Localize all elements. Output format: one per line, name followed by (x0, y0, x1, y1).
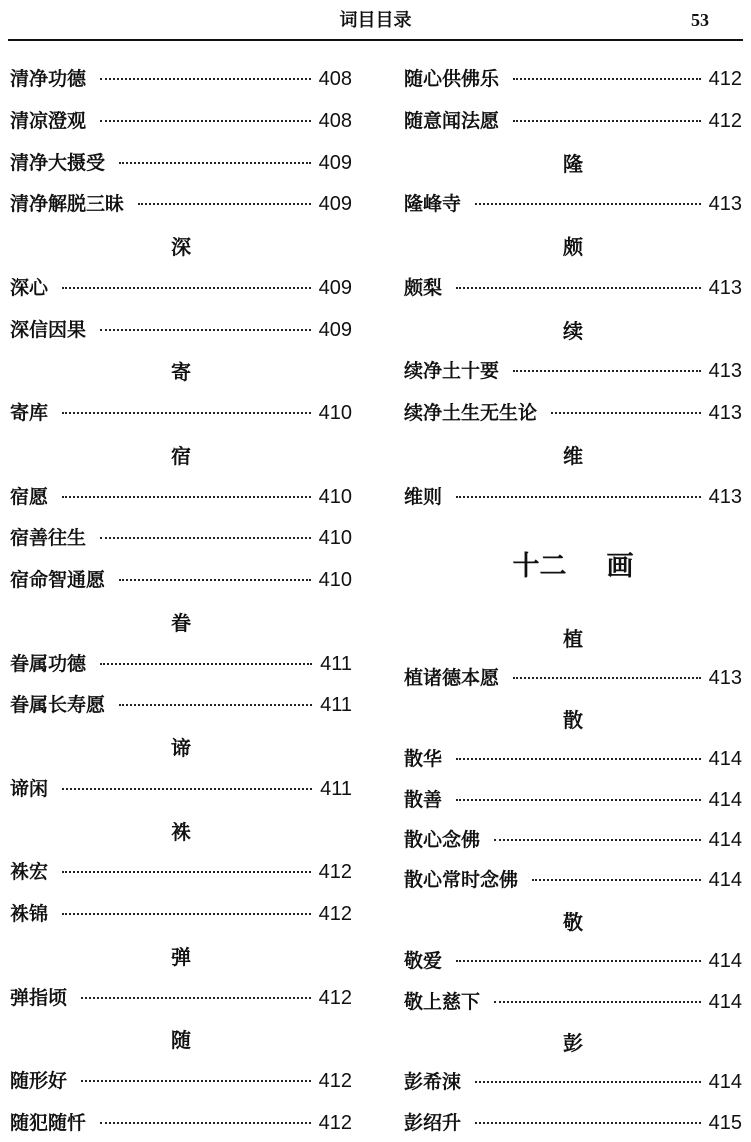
dot-leader (62, 871, 311, 873)
index-heading (10, 941, 352, 970)
entry-page-number: 414 (708, 869, 742, 892)
index-heading-char: 隆 (563, 151, 583, 176)
index-entry (10, 106, 352, 133)
index-entry (10, 649, 352, 676)
entry-page-number: 413 (708, 360, 742, 383)
index-entry (404, 663, 742, 690)
index-entry (10, 273, 352, 300)
dot-leader (513, 370, 701, 372)
index-entry (10, 64, 352, 91)
entry-page-number: 410 (318, 527, 352, 550)
index-entry (10, 565, 352, 592)
index-entry (10, 148, 352, 175)
entry-page-number: 412 (318, 986, 352, 1009)
index-heading-char: 寄 (171, 360, 191, 385)
entry-page-number: 413 (708, 485, 742, 508)
entry-term: 眷属长寿愿 (10, 694, 106, 717)
dot-leader (119, 579, 311, 581)
entry-page-number: 409 (318, 151, 352, 174)
entry-page-number: 414 (708, 950, 742, 973)
entry-page-number: 413 (708, 402, 742, 424)
index-entry (404, 987, 742, 1014)
index-heading (10, 356, 352, 385)
entry-page-number: 409 (318, 318, 352, 341)
dot-leader (62, 496, 311, 498)
entry-page-number: 412 (318, 861, 352, 884)
dot-leader (456, 960, 701, 962)
index-entry (404, 273, 742, 300)
dot-leader (62, 788, 312, 790)
index-entry (10, 774, 352, 801)
dot-leader (62, 412, 311, 414)
dot-leader (513, 78, 701, 80)
entry-page-number: 408 (318, 68, 352, 90)
entry-page-number: 413 (708, 276, 742, 299)
index-entry (10, 857, 352, 884)
entry-term: 宿善往生 (10, 527, 87, 550)
index-entry (404, 946, 742, 973)
dot-leader (513, 677, 701, 679)
index-heading-char: 敬 (563, 909, 583, 934)
entry-term: 清净功德 (10, 68, 87, 90)
index-entry (10, 1108, 352, 1135)
dot-leader (100, 78, 311, 80)
entry-page-number: 411 (320, 694, 352, 717)
section-title (404, 544, 742, 583)
entry-page-number: 414 (708, 829, 742, 851)
index-heading-char: 彭 (563, 1031, 583, 1055)
entry-page-number: 408 (318, 109, 352, 132)
dot-leader (81, 997, 311, 999)
index-heading (404, 148, 742, 177)
section-title-part1: 十二 (512, 551, 567, 582)
entry-term: 散善 (404, 788, 443, 811)
entry-term: 散华 (404, 748, 443, 771)
dot-leader (456, 287, 701, 289)
index-heading-char: 弹 (171, 944, 191, 969)
entry-term: 随犯随忏 (10, 1111, 87, 1134)
index-heading (404, 906, 742, 935)
dot-leader (494, 839, 701, 841)
dot-leader (62, 913, 311, 915)
section-title-part2: 画 (606, 551, 634, 582)
entry-term: 随形好 (10, 1070, 68, 1092)
entry-term: 弹指顷 (10, 986, 68, 1009)
index-entry (404, 825, 742, 852)
entry-term: 植诸德本愿 (404, 667, 500, 690)
index-heading (10, 607, 352, 636)
index-entry (404, 1108, 742, 1135)
entry-page-number: 410 (318, 485, 352, 508)
index-entry (404, 106, 742, 133)
index-entry (404, 785, 742, 812)
dot-leader (494, 1001, 701, 1003)
index-heading (10, 1024, 352, 1053)
dot-leader (62, 287, 311, 289)
dot-leader (100, 663, 312, 665)
index-heading (10, 231, 352, 260)
index-heading-char: 随 (171, 1028, 191, 1053)
index-heading (10, 732, 352, 761)
index-entry (404, 865, 742, 892)
index-heading-char: 植 (563, 627, 583, 651)
entry-term: 深心 (10, 276, 49, 299)
index-heading-char: 续 (563, 318, 583, 343)
entry-term: 彭希涑 (404, 1071, 462, 1094)
entry-page-number: 413 (708, 193, 742, 216)
entry-term: 散心常时念佛 (404, 869, 519, 892)
dot-leader (551, 412, 701, 414)
dot-leader (475, 1081, 701, 1083)
entry-term: 维则 (404, 485, 443, 508)
index-heading-char: 颇 (563, 235, 583, 259)
entry-page-number: 414 (708, 788, 742, 811)
entry-term: 颇梨 (404, 276, 443, 299)
index-entry (10, 482, 352, 509)
index-heading-char: 深 (171, 235, 191, 259)
entry-term: 宿愿 (10, 485, 49, 508)
index-entry (10, 983, 352, 1010)
index-entry (10, 1066, 352, 1093)
index-heading (404, 704, 742, 733)
dot-leader (100, 329, 311, 331)
index-entry (404, 64, 742, 91)
index-heading (10, 816, 352, 845)
index-heading (404, 315, 742, 344)
dot-leader (100, 537, 311, 539)
entry-term: 清净解脱三昧 (10, 193, 125, 216)
entry-page-number: 410 (318, 569, 352, 591)
entry-page-number: 411 (320, 777, 352, 800)
entry-page-number: 409 (318, 193, 352, 216)
index-entry (404, 398, 742, 425)
dot-leader (119, 162, 311, 164)
dot-leader (100, 120, 311, 122)
entry-page-number: 415 (708, 1111, 742, 1134)
index-heading (10, 440, 352, 469)
running-header-title: 词目目录 (339, 10, 412, 31)
entry-page-number: 412 (318, 1111, 352, 1134)
entry-term: 散心念佛 (404, 829, 481, 851)
dot-leader (513, 120, 701, 122)
entry-term: 袾宏 (10, 861, 49, 884)
index-entry (10, 523, 352, 550)
entry-term: 袾锦 (10, 903, 49, 925)
entry-term: 随意闻法愿 (404, 109, 500, 132)
entry-term: 清凉澄观 (10, 109, 87, 132)
index-entry (404, 1067, 742, 1094)
entry-term: 深信因果 (10, 318, 87, 341)
entry-page-number: 412 (708, 68, 742, 90)
entry-page-number: 412 (708, 109, 742, 132)
entry-term: 寄库 (10, 402, 49, 424)
dot-leader (456, 496, 701, 498)
entry-page-number: 410 (318, 402, 352, 424)
entry-term: 谛闲 (10, 777, 49, 800)
dot-leader (81, 1080, 311, 1082)
dot-leader (475, 203, 701, 205)
index-heading-char: 眷 (171, 610, 191, 635)
index-entry (10, 398, 352, 425)
entry-term: 清净大摄受 (10, 151, 106, 174)
dot-leader (456, 758, 701, 760)
entry-term: 随心供佛乐 (404, 68, 500, 90)
header-rule (8, 39, 743, 41)
index-entry (10, 315, 352, 342)
entry-term: 宿命智通愿 (10, 569, 106, 591)
entry-term: 眷属功德 (10, 652, 87, 675)
index-heading-char: 宿 (171, 443, 191, 468)
dot-leader (475, 1122, 701, 1124)
index-heading-char: 谛 (171, 736, 191, 760)
index-entry (404, 482, 742, 509)
entry-page-number: 414 (708, 990, 742, 1013)
entry-page-number: 411 (320, 652, 352, 675)
index-entry (10, 690, 352, 717)
entry-page-number: 412 (318, 903, 352, 925)
entry-page-number: 414 (708, 1071, 742, 1094)
index-heading (404, 623, 742, 652)
index-entry (404, 189, 742, 216)
entry-term: 敬上慈下 (404, 990, 481, 1013)
index-entry (10, 189, 352, 216)
entry-term: 续净土生无生论 (404, 402, 538, 424)
page-number: 53 (691, 10, 709, 30)
dot-leader (532, 879, 701, 881)
dot-leader (456, 799, 701, 801)
index-entry (10, 899, 352, 926)
dot-leader (119, 704, 312, 706)
index-entry (404, 356, 742, 383)
entry-term: 敬爱 (404, 950, 443, 973)
index-heading-char: 袾 (171, 819, 191, 844)
entry-page-number: 412 (318, 1070, 352, 1092)
entry-term: 隆峰寺 (404, 193, 462, 216)
index-entry (404, 744, 742, 771)
index-heading-char: 散 (563, 707, 583, 732)
dot-leader (138, 203, 311, 205)
entry-term: 彭绍升 (404, 1111, 462, 1134)
index-heading (404, 440, 742, 469)
entry-page-number: 414 (708, 748, 742, 771)
index-heading-char: 维 (563, 443, 583, 468)
dot-leader (100, 1122, 311, 1124)
entry-page-number: 409 (318, 276, 352, 299)
entry-page-number: 413 (708, 667, 742, 690)
index-heading (404, 231, 742, 260)
index-heading (404, 1027, 742, 1056)
entry-term: 续净土十要 (404, 360, 500, 383)
